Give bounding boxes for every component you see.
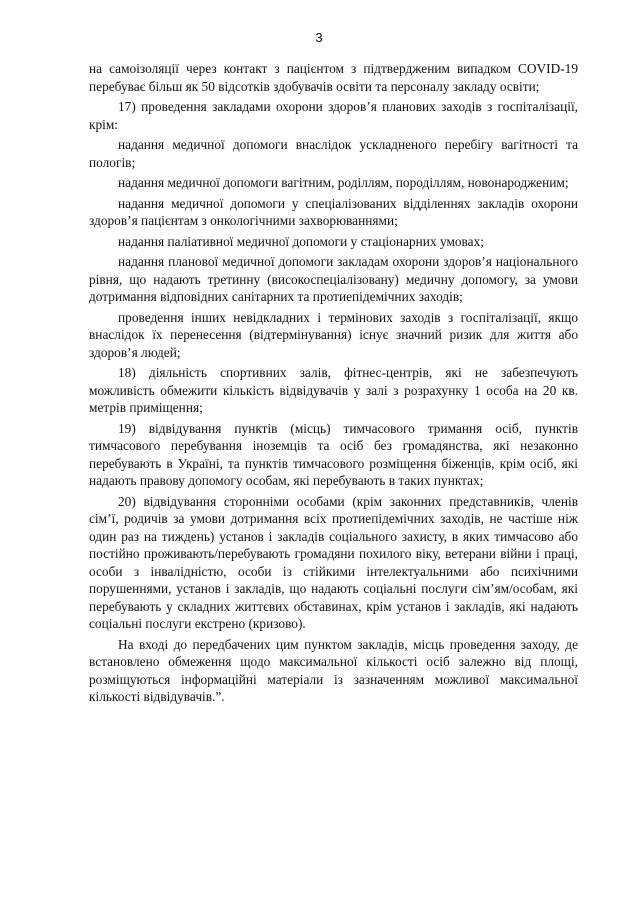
- page-number: 3: [315, 30, 323, 45]
- document-body: [89, 60, 578, 709]
- paragraph-palliative-care: надання паліативної медичної допомоги у стаціонарних умовах;: [118, 233, 484, 249]
- paragraph-urgent-measures: проведення інших невідкладних і термінових заходів з госпіталізації, якщо внаслідок їх перенесення (відтермінування) існує значний ризик для життя або здоров’я людей;: [89, 309, 578, 360]
- paragraph-continuation: на самоізоляції через контакт з пацієнтом з підтвердженим випадком COVID-19 перебуває більш як 50 відсотків здобувачів освіти та персоналу закладу освіти;: [89, 61, 578, 94]
- paragraph-planned-care: надання планової медичної допомоги закладам охорони здоров’я національного рівня, що надають третинну (високоспеціалізовану) медичну допомогу, за умови дотримання відповідних санітарних та протиепідемічних заходів;: [89, 254, 578, 304]
- paragraph-maternity-care: надання медичної допомоги вагітним, роділлям, породіллям, новонародженим;: [118, 175, 569, 190]
- paragraph-item-17: 17) проведення закладами охорони здоров’я планових заходів з госпіталізації, крім:: [89, 99, 578, 132]
- paragraph-item-20: 20) відвідування сторонніми особами (крім законних представників, членів сім’ї, родичів за умови дотримання всіх протиепідемічних заходів, не частіше ніж один раз на тиждень) установ і закладів соціального захисту, в яких тимчасово або постійно проживають/перебувають громадяни похилого віку, ветерани війни і праці, особи з інвалідністю, особи із стійкими інтелектуальними або психічними порушеннями, установ і закладів, що надають соціальні послуги сім’ям/особам, які перебувають у складних життєвих обставинах, крім установ і закладів, які надають соціальні послуги екстрено (кризово).: [89, 493, 578, 631]
- paragraph-closing: На вході до передбачених цим пунктом закладів, місць проведення заходу, де встановлено обмеження щодо максимальної кількості осіб залежно від площі, розміщуються інформаційні матеріали із зазначенням можливої максимальної кількості відвідувачів.”.: [89, 636, 578, 704]
- paragraph-pregnancy-care: надання медичної допомоги внаслідок ускладненого перебігу вагітності та пологів;: [89, 137, 578, 170]
- paragraph-oncology-care: надання медичної допомоги у спеціалізованих відділеннях закладів охорони здоров’я пацієнтам з онкологічними захворюваннями;: [89, 195, 578, 228]
- paragraph-item-18: 18) діяльність спортивних залів, фітнес-центрів, які не забезпечують можливість обмежити кількість відвідувачів у залі з розрахунку 1 особа на 20 кв. метрів приміщення;: [89, 365, 578, 415]
- paragraph-item-19: 19) відвідування пунктів (місць) тимчасового тримання осіб, пунктів тимчасового перебування іноземців та осіб без громадянства, які незаконно перебувають в Україні, та пунктів тимчасового розміщення біженців, крім осіб, які надають правову допомогу особам, які перебувають в таких пунктах;: [89, 420, 578, 488]
